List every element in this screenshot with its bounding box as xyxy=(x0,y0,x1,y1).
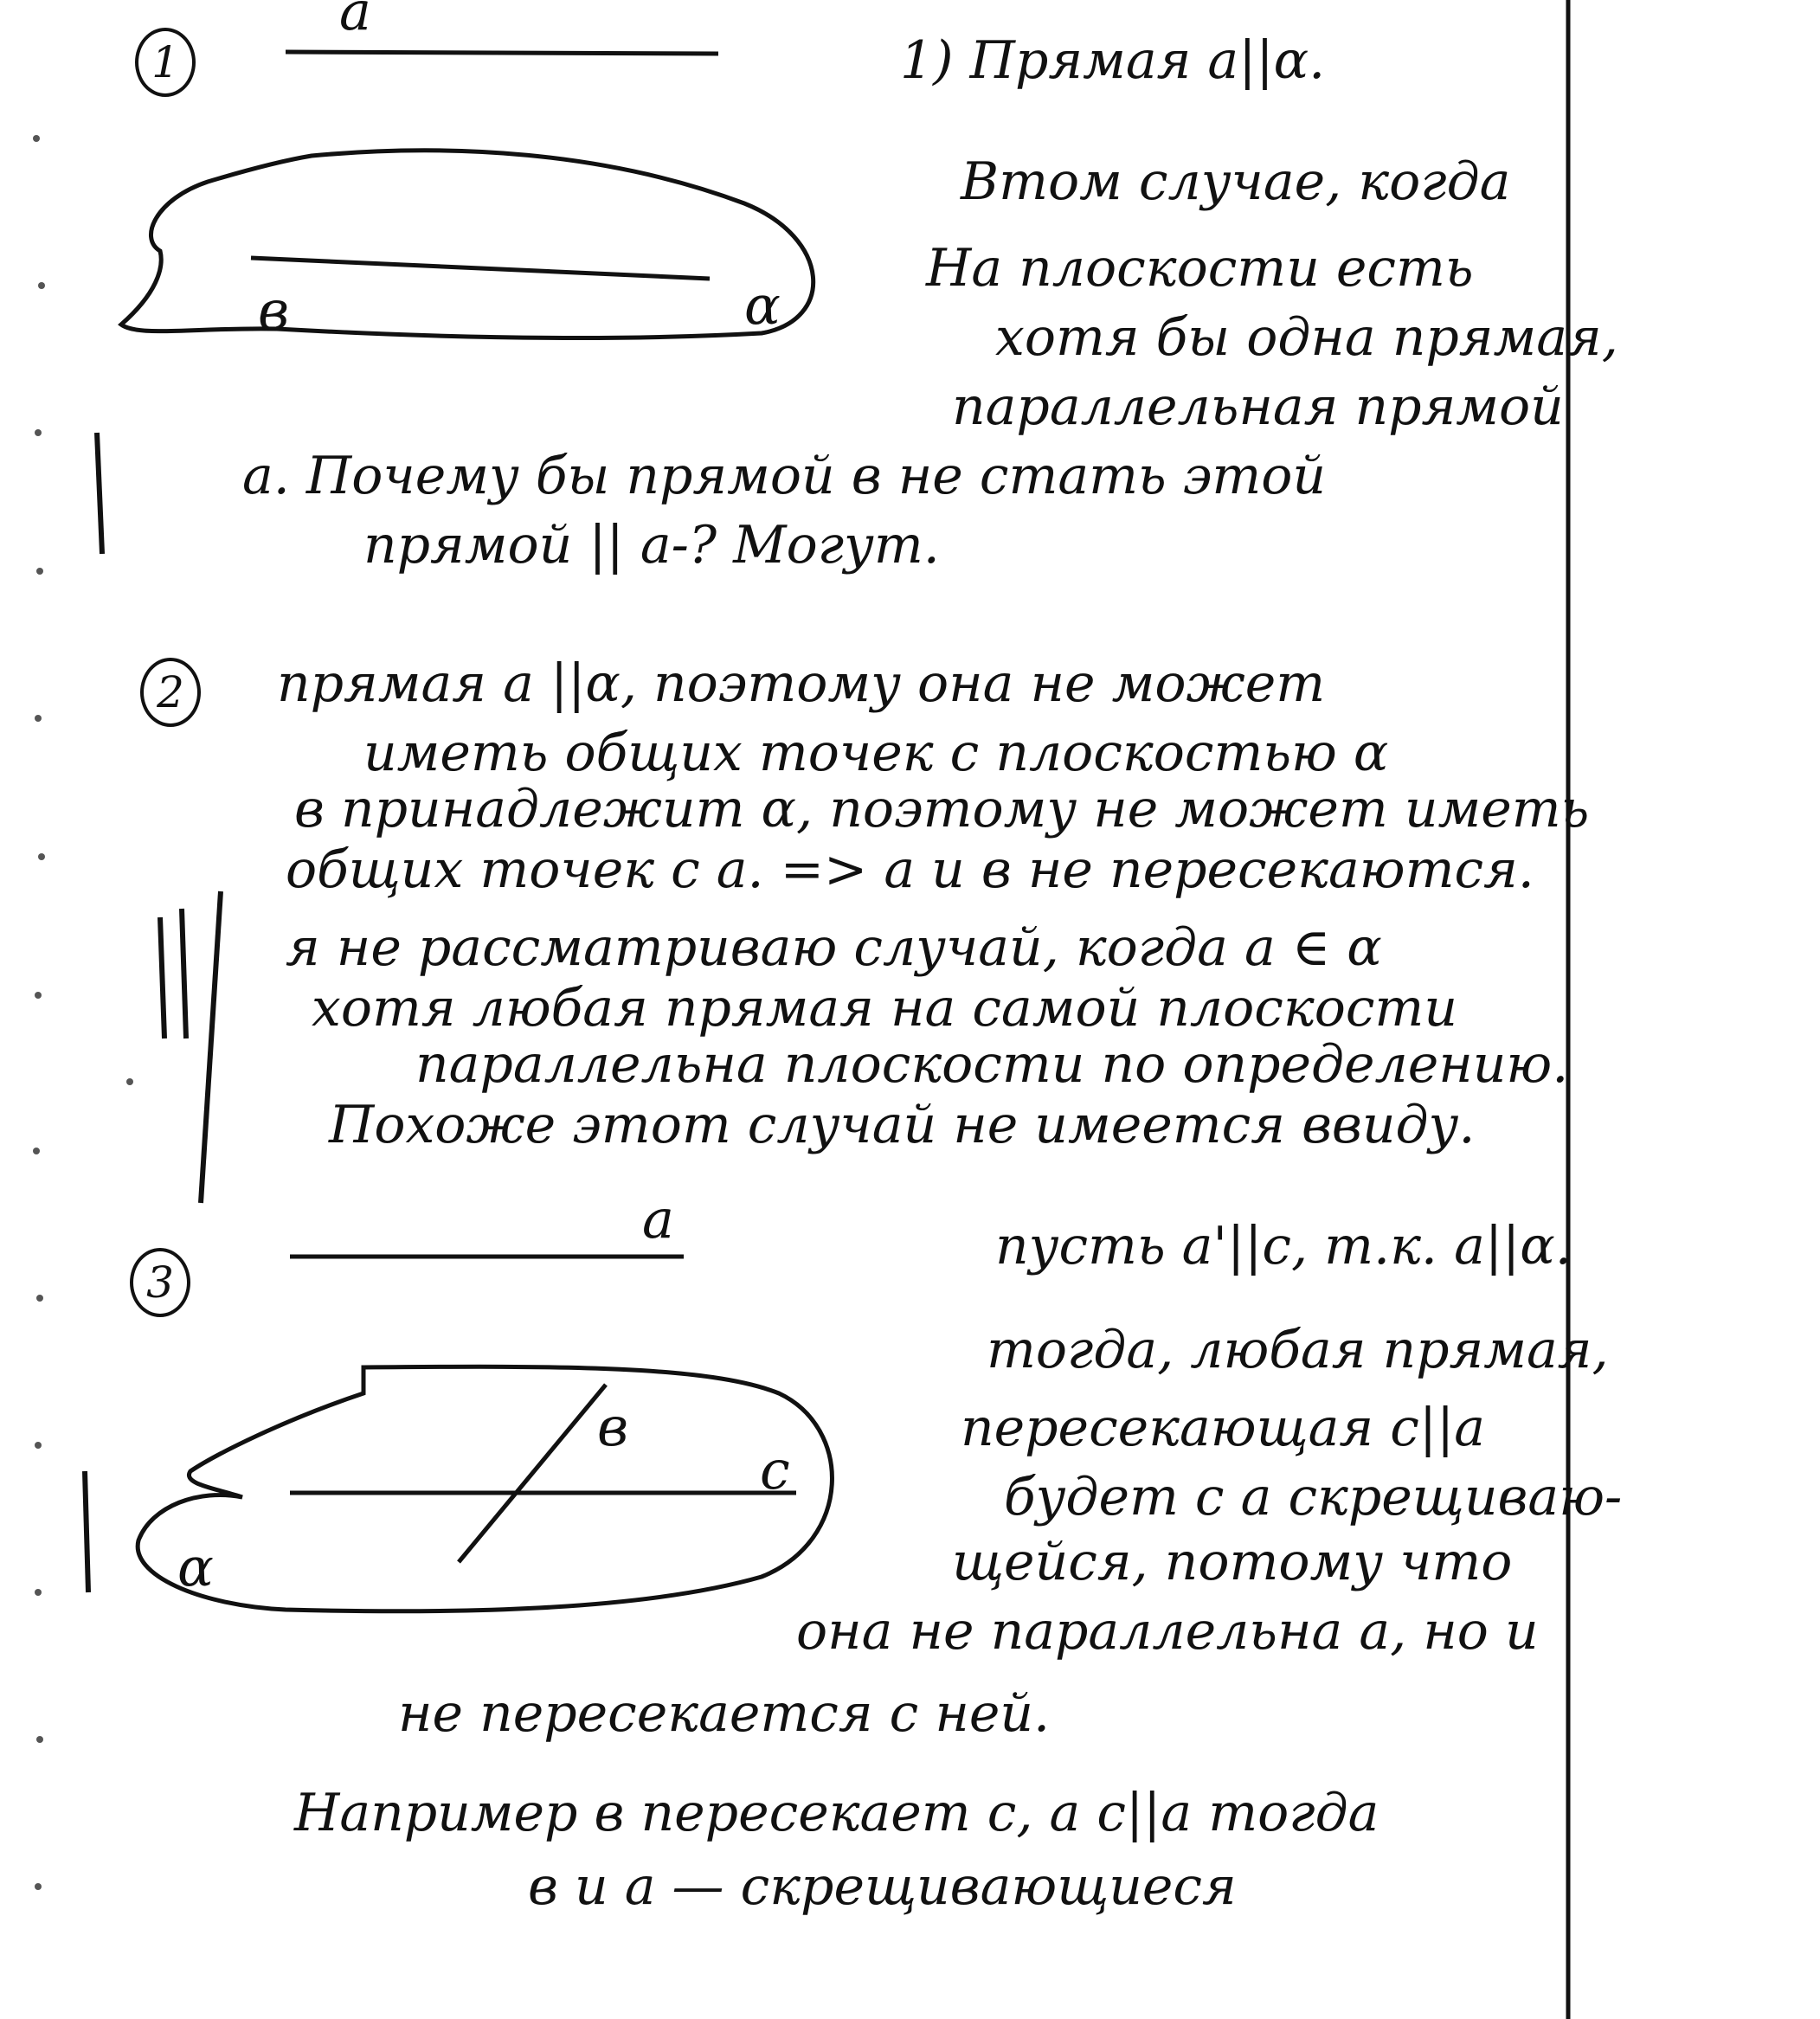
margin-mark-2b xyxy=(182,909,186,1038)
p3-line-7: не пересекается с ней. xyxy=(398,1683,1051,1744)
p1-line-6: a. Почему бы прямой в не стать этой xyxy=(242,446,1327,506)
figure3-label-c: c xyxy=(760,1438,790,1501)
p1-line-3: На плоскости есть xyxy=(926,238,1474,299)
p3-line-9: в и a — скрещивающиеся xyxy=(528,1856,1237,1917)
figure3-label-a: a xyxy=(642,1187,674,1251)
figure1-label-alpha: α xyxy=(744,273,781,337)
p1-line-7: прямой || a-? Могут. xyxy=(363,515,940,575)
line-b-1 xyxy=(251,258,710,279)
p1-line-2: Втом случае, когда xyxy=(961,151,1511,212)
line-a-1 xyxy=(286,52,718,54)
plane-alpha-3 xyxy=(138,1366,832,1611)
problem-1-number: 1 xyxy=(135,28,196,97)
figure1-label-b: в xyxy=(258,279,290,342)
plane-alpha-1 xyxy=(121,151,814,342)
p3-line-8: Например в пересекает c, а c||a тогда xyxy=(294,1783,1379,1843)
p2-line-2: иметь общих точек с плоскостью α xyxy=(363,723,1389,783)
p2-line-7: параллельна плоскости по определению. xyxy=(415,1034,1569,1095)
p2-line-1: прямая a ||α, поэтому она не может xyxy=(277,653,1326,714)
margin-mark-1 xyxy=(97,433,102,554)
figure3-label-b: в xyxy=(597,1395,629,1458)
figure3-label-alpha: α xyxy=(177,1535,214,1598)
figure1-label-a: a xyxy=(339,0,371,42)
p1-line-5: параллельная прямой xyxy=(952,376,1564,437)
problem-3-number: 3 xyxy=(130,1248,190,1317)
problem-2-number: 2 xyxy=(140,658,201,727)
p2-line-5: я не рассматриваю случай, когда a ∈ α xyxy=(286,917,1382,978)
p3-line-3: пересекающая c||a xyxy=(961,1398,1486,1458)
p3-line-2: тогда, любая прямая, xyxy=(987,1320,1609,1380)
line-b-3 xyxy=(459,1385,606,1562)
p2-line-3: в принадлежит α, поэтому не может иметь xyxy=(294,779,1590,839)
p3-line-6: она не параллельна a, но и xyxy=(796,1601,1539,1662)
p2-line-4: общих точек с a. => a и в не пересекаются. xyxy=(286,839,1534,900)
p2-line-8: Похоже этот случай не имеется ввиду. xyxy=(329,1095,1476,1155)
p3-line-5: щейся, потому что xyxy=(952,1532,1513,1592)
margin-mark-2c xyxy=(201,891,221,1203)
p2-line-6: хотя любая прямая на самой плоскости xyxy=(312,978,1457,1038)
margin-dots xyxy=(33,135,133,1890)
p1-line-4: хотя бы одна прямая, xyxy=(995,307,1618,368)
margin-mark-3 xyxy=(85,1471,88,1592)
p3-line-1: пусть a'||c, т.к. a||α. xyxy=(995,1216,1572,1276)
margin-mark-2a xyxy=(160,917,164,1038)
p3-line-4: будет с a скрещиваю- xyxy=(1004,1467,1623,1527)
p1-line-1: 1) Прямая a||α. xyxy=(900,30,1326,91)
